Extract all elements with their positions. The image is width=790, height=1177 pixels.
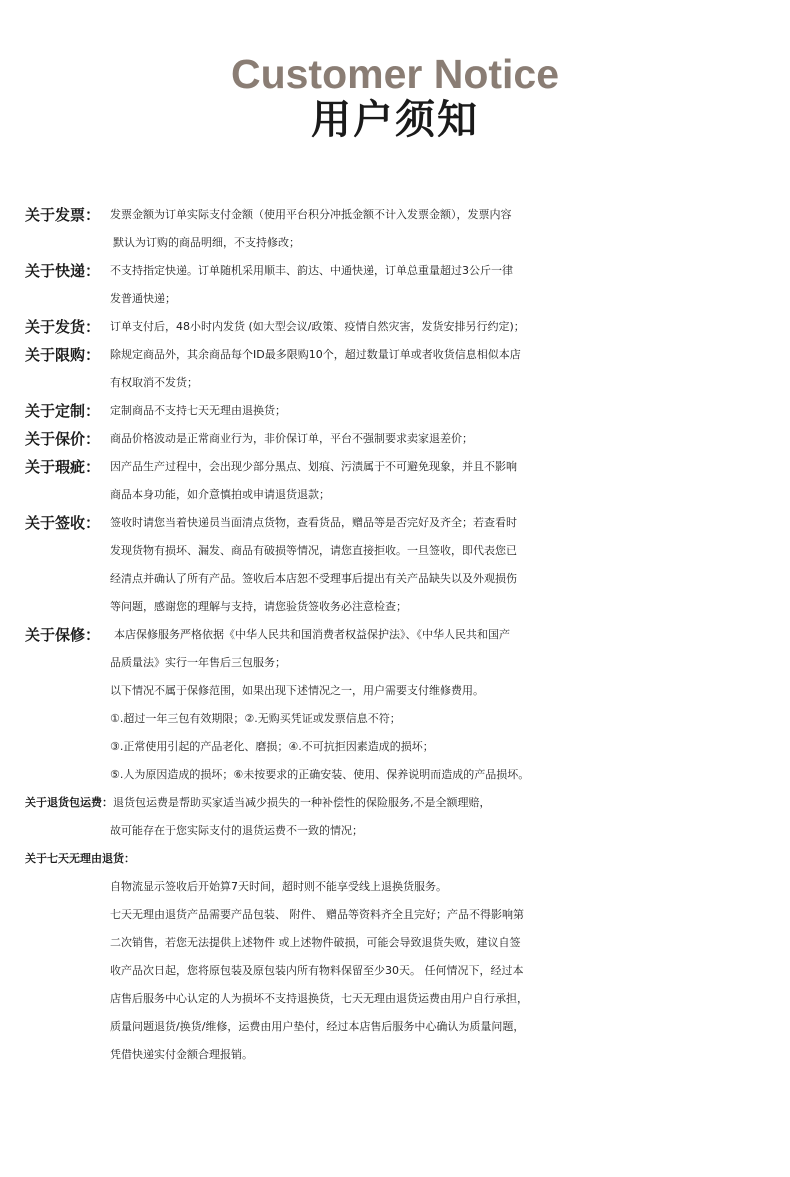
notice-line: [25, 789, 785, 817]
notice-label: 关于快递：: [25, 262, 101, 280]
notice-label: 关于保价：: [25, 430, 101, 448]
notice-line: 经清点并确认了所有产品。签收后本店恕不受理事后提出有关产品缺失以及外观损伤: [110, 572, 517, 585]
notice-line: 发普通快递；: [110, 292, 176, 305]
notice-line: 默认为订购的商品明细，不支持修改；: [113, 236, 300, 249]
notice-line: 收产品次日起，您将原包装及原包装内所有物料保留至少30天。 任何情况下，经过本: [110, 964, 524, 977]
notice-line: 签收时请您当着快递员当面清点货物，查看货品，赠品等是否完好及齐全；若查看时: [110, 516, 517, 529]
notice-line: 不支持指定快递。订单随机采用顺丰、韵达、中通快递，订单总重量超过3公斤一律: [110, 264, 513, 277]
notice-line: 商品价格波动是正常商业行为，非价保订单，平台不强制要求卖家退差价；: [110, 432, 473, 445]
notice-signing: [25, 509, 785, 621]
notice-line: 商品本身功能，如介意慎拍或申请退货退款；: [110, 488, 330, 501]
notice-shipping: [25, 313, 785, 341]
notice-label: 关于瑕疵：: [25, 458, 101, 476]
notice-line: 有权取消不发货；: [110, 376, 198, 389]
notice-label: 关于发票：: [25, 206, 101, 224]
notice-line-text: 退货包运费是帮助买家适当减少损失的一种补偿性的保险服务,不是全额理赔，: [113, 796, 491, 809]
notice-line: ⑤.人为原因造成的损坏；⑥未按要求的正确安装、使用、保养说明而造成的产品损坏。: [110, 768, 530, 781]
notice-return-shipping-insurance: [25, 789, 785, 845]
notice-express: [25, 257, 785, 313]
notice-line: 品质量法》实行一年售后三包服务；: [110, 656, 286, 669]
notice-line: 发现货物有损坏、漏发、商品有破损等情况，请您直接拒收。一旦签收，即代表您已: [110, 544, 517, 557]
notice-invoice: [25, 201, 785, 257]
notice-line: 发票金额为订单实际支付金额（使用平台积分冲抵金额不计入发票金额），发票内容: [110, 208, 512, 221]
notice-label: 关于签收：: [25, 514, 101, 532]
notice-label: 关于七天无理由退货：: [25, 852, 135, 865]
notice-line: 定制商品不支持七天无理由退换货；: [110, 404, 286, 417]
notice-line: 自物流显示签收后开始算7天时间，超时则不能享受线上退换货服务。: [110, 880, 447, 893]
notice-line: 二次销售，若您无法提供上述物件 或上述物件破损，可能会导致退货失败，建议自签: [110, 936, 521, 949]
notice-line: 以下情况不属于保修范围，如果出现下述情况之一，用户需要支付维修费用。: [110, 684, 484, 697]
notice-label: 关于退货包运费：: [25, 796, 113, 809]
notice-label: 关于保修：: [25, 626, 101, 644]
notice-seven-day-return: [25, 845, 785, 1069]
notice-label: 关于定制：: [25, 402, 101, 420]
notice-line: 质量问题退货/换货/维修，运费由用户垫付，经过本店售后服务中心确认为质量问题，: [110, 1020, 525, 1033]
notice-warranty: [25, 621, 785, 789]
notice-purchase-limit: [25, 341, 785, 397]
page-title-en: Customer Notice: [230, 51, 560, 97]
notice-label-line: [25, 845, 785, 873]
notice-price-protection: [25, 425, 785, 453]
notice-label: 关于发货：: [25, 318, 101, 336]
notice-line: 故可能存在于您实际支付的退货运费不一致的情况；: [110, 824, 363, 837]
notice-line: ①.超过一年三包有效期限；②.无购买凭证或发票信息不符；: [110, 712, 401, 725]
notice-line: 七天无理由退货产品需要产品包装、 附件、 赠品等资料齐全且完好；产品不得影响第: [110, 908, 524, 921]
notice-defects: [25, 453, 785, 509]
notice-line: 因产品生产过程中，会出现少部分黑点、划痕、污渍属于不可避免现象，并且不影响: [110, 460, 517, 473]
notice-line: 店售后服务中心认定的人为损坏不支持退换货，七天无理由退货运费由用户自行承担，: [110, 992, 528, 1005]
notice-custom: [25, 397, 785, 425]
notice-line: 除规定商品外，其余商品每个ID最多限购10个，超过数量订单或者收货信息相似本店: [110, 348, 521, 361]
notice-line: 等问题，感谢您的理解与支持，请您验货签收务必注意检查；: [110, 600, 407, 613]
notice-line: ③.正常使用引起的产品老化、磨损；④.不可抗拒因素造成的损坏；: [110, 740, 434, 753]
notice-line: 本店保修服务严格依据《中华人民共和国消费者权益保护法》、《中华人民共和国产: [114, 628, 510, 641]
notice-line: 凭借快递实付金额合理报销。: [110, 1048, 253, 1061]
notice-label: 关于限购：: [25, 346, 101, 364]
page-title-cn: 用户须知: [311, 97, 479, 143]
notice-list: [25, 201, 785, 1069]
notice-line: 订单支付后，48小时内发货 (如大型会议/政策、疫情自然灾害，发货安排另行约定)；: [110, 320, 525, 333]
